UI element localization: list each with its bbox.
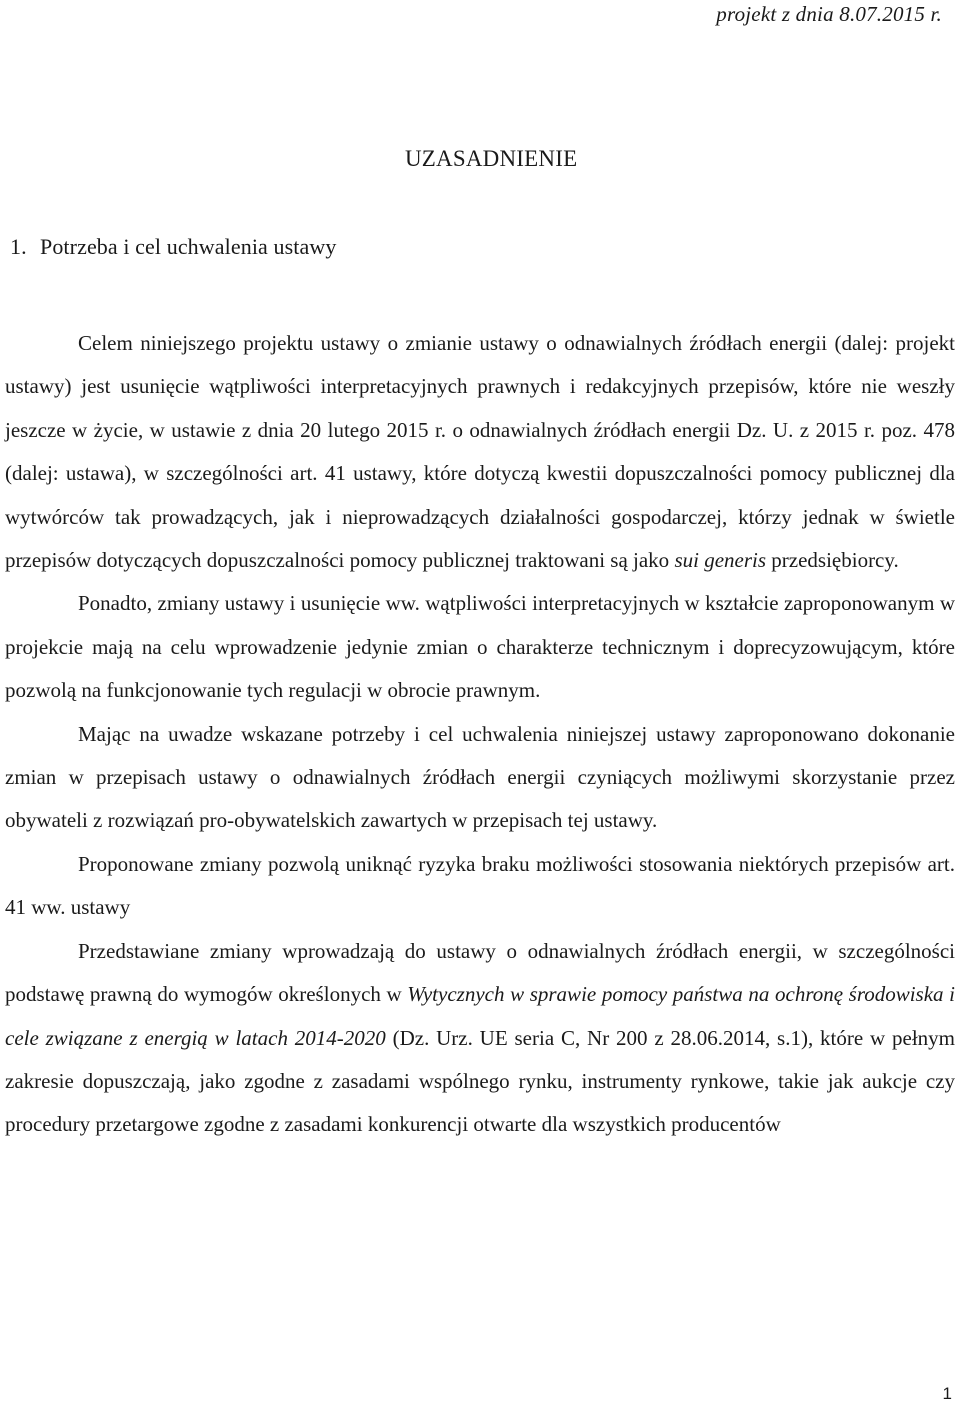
section-number: 1. [10,234,27,259]
paragraph-text: Mając na uwadze wskazane potrzeby i cel uchwalenia niniejszej ustawy zaproponowano dokonanie zmian w przepisach ustawy o odnawialnych źródłach energii czyniących możliwymi skorzystanie przez obywateli z rozwiązań pro-obywatelskich zawartych w przepisach tej ustawy. [5,721,955,833]
paragraph-guidelines [5,930,955,1147]
page-number: 1 [942,1384,952,1403]
paragraph-italic-term: sui generis [674,548,767,573]
paragraph-text: Ponadto, zmiany ustawy i usunięcie ww. wątpliwości interpretacyjnych w kształcie zaproponowanym w projekcie mają na celu wprowadzenie jedynie zmian o charakterze technicznym i doprecyzowującym, które pozwolą na funkcjonowanie tych regulacji w obrocie prawnym. [5,591,955,703]
document-title: UZASADNIENIE [405,146,578,171]
paragraph-purpose [5,322,955,582]
paragraph-text-end: (Dz. Urz. UE seria C, Nr 200 z 28.06.2014, s.1), które w pełnym zakresie dopuszczają, jako zgodne z zasadami wspólnego rynku, instrumenty rynkowe, takie jak aukcje czy procedury przetargowe zgodne z zasadami konkurencji otwarte dla wszystkich producentów [5,1025,955,1137]
paragraph-text-end: przedsiębiorcy. [766,548,899,573]
paragraph-technical-changes [5,582,955,712]
paragraph-italic-guidelines-title: Wytycznych w sprawie pomocy państwa na ochronę środowiska i cele związane z energią w latach 2014-2020 [5,982,956,1050]
paragraph-text: Proponowane zmiany pozwolą uniknąć ryzyka braku możliwości stosowania niektórych przepisów art. 41 ww. ustawy [5,851,955,920]
document-body [5,322,955,1147]
paragraph-proposed-changes [5,713,955,843]
draft-date-note: projekt z dnia 8.07.2015 r. [716,2,942,26]
paragraph-text: Przedstawiane zmiany wprowadzają do ustawy o odnawialnych źródłach energii, w szczególności podstawę prawną do wymogów określonych w [5,938,955,1007]
paragraph-risk-avoidance [5,843,955,930]
paragraph-text: Celem niniejszego projektu ustawy o zmianie ustawy o odnawialnych źródłach energii (dalej: projekt ustawy) jest usunięcie wątpliwości interpretacyjnych prawnych i redakcyjnych przepisów, które nie weszły jeszcze w życie, w ustawie z dnia 20 lutego 2015 r. o odnawialnych źródłach energii Dz. U. z 2015 r. poz. 478 (dalej: ustawa), w szczególności art. 41 ustawy, które dotyczą kwestii dopuszczalności pomocy publicznej dla wytwórców tak prowadzących, jak i nieprowadzących działalności gospodarczej, którzy jednak w świetle przepisów dotyczących dopuszczalności pomocy publicznej traktowani są jako [5,331,955,573]
section-heading [10,234,336,260]
section-heading-text: Potrzeba i cel uchwalenia ustawy [40,234,337,259]
